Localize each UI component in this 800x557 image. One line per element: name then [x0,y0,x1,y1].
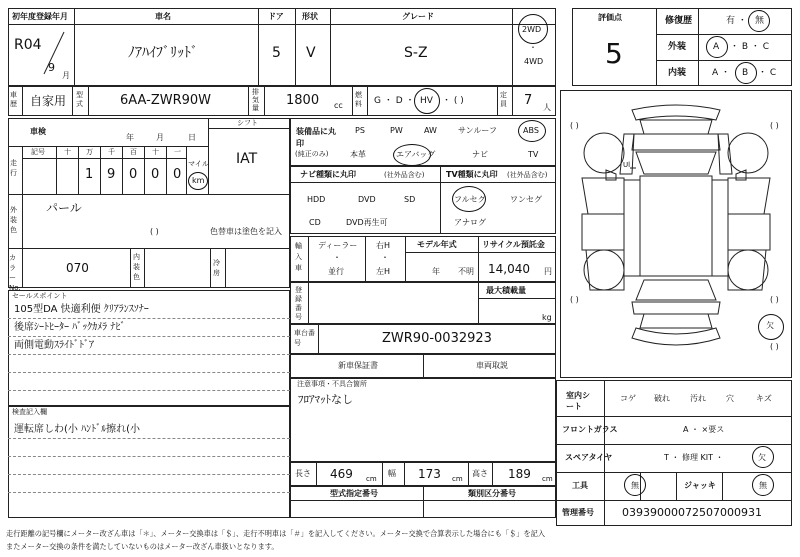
rating-label: 評価点 [598,13,622,22]
diagram-mm-5: ( ) [770,342,779,351]
displacement-unit: cc [334,101,343,110]
first-reg-label: 初年度登録年月 [12,12,68,21]
color-note: 色替車は塗色を記入 [210,227,282,236]
mileage-label: 走行 [10,159,17,177]
sales-line: 両側電動ｽﾗｲﾄﾞﾄﾞｱ [14,340,94,351]
fuel-options: G ・ D ・ [374,96,415,106]
shift-value: IAT [236,151,258,167]
notes-box [290,378,556,462]
diagram-missing: 欠 [766,321,774,330]
inspection-day-unit: 日 [188,133,196,142]
seat-item: 穴 [726,394,734,403]
mileage-mile-label: マイル [188,160,209,168]
drive-4wd: 4WD [524,57,544,66]
length-unit: cm [366,475,377,483]
drive-2wd: 2WD [522,25,542,34]
tv-oneseg: ワンセグ [510,195,542,204]
repair-label: 修復歴 [665,16,693,26]
diagram-mm-4: ( ) [770,295,779,304]
inspector-label: 検査記入欄 [12,408,47,416]
equipment-item: サンルーフ [458,126,497,135]
mileage-unit-0: 十 [64,148,71,156]
import-label: 輸入車 [295,242,302,272]
sales-label: セールスポイント [12,292,68,300]
color-label: 外装色 [10,206,17,234]
model-year-unknown: 不明 [458,267,474,276]
airbag-selected-circle [393,144,431,166]
usage-label: 車歴 [10,91,17,108]
model-designation-label: 型式指定番号 [330,489,378,498]
import-right-h: 右H [376,241,391,250]
recycle-yen: 円 [544,267,552,276]
width-label: 幅 [388,469,396,478]
tools-value: 無 [631,481,639,490]
exterior-options: ・ B ・ C [730,42,770,52]
management-value: 0393900007250700093​1 [622,506,762,519]
fuel-other: ・ ( ) [442,96,464,106]
navi-item: DVD [358,195,376,204]
navi-note: (社外品含む) [384,171,425,179]
mileage-digit-2: 9 [107,167,116,182]
length-label: 長さ [295,469,311,478]
mileage-digit-5: 0 [173,167,182,182]
seat-item: キズ [756,394,772,403]
width-unit: cm [452,475,463,483]
navi-item: SD [404,195,416,204]
chassis-value: ZWR90-0032923 [382,331,492,346]
import-dot-1: ・ [333,253,341,262]
inspector-box [8,406,290,518]
management-label: 管理番号 [562,508,594,517]
windshield-label: フロントガラス [562,425,618,434]
tv-fullseg: フルセグ [454,195,486,204]
height-value: 189 [508,467,531,481]
repair-options: 有 ・ [726,16,747,26]
mileage-symbol-label: 記号 [31,148,45,156]
model-label: 型式 [76,91,83,108]
shape-label: 形状 [302,12,318,21]
height-unit: cm [542,475,553,483]
registration-label: 登録番号 [295,286,302,321]
equipment-label: 装備品に丸印 [296,127,336,148]
navi-item: HDD [307,195,326,204]
capacity-unit: 人 [543,103,551,112]
row2-table [8,86,556,116]
tv-analog: アナログ [454,218,486,227]
class-number-label: 類別区分番号 [468,489,516,498]
grade-value: S-Z [404,45,428,61]
import-left-h: 左H [376,267,391,276]
inspection-month-unit: 月 [156,133,164,142]
model-year-label: モデル年式 [417,240,457,249]
import-dot-2: ・ [381,253,389,262]
diagram-mm-1: ( ) [570,121,579,130]
mileage-unit-2: 千 [108,148,115,156]
mileage-digit-4: 0 [151,167,160,182]
footer-line2: またメーター交換の条件を満たしていないものはメーター改ざん車扱いとなります。 [6,542,279,551]
max-load-unit: kg [542,313,552,322]
color-value: パール [46,201,82,215]
equipment-item: ナビ [472,150,488,159]
new-warranty: 新車保証書 [338,361,378,370]
jack-value: 無 [759,481,767,490]
seat-item: コゲ [620,394,636,403]
tv-note: (社外品含む) [507,171,548,179]
capacity-value: 7 [524,93,533,108]
mileage-unit-1: 万 [86,148,93,156]
model-value: 6AA-ZWR90W [120,93,212,108]
tools-label: 工具 [572,481,588,490]
interior-label: 内装 [668,68,687,78]
exterior-selected: A [713,42,720,52]
car-name-value: ﾉｱﾊｲﾌﾞﾘｯﾄﾞ [128,45,198,61]
sales-line: 後席ｼｰﾄﾋｰﾀｰ ﾊﾞｯｸｶﾒﾗ ﾅﾋﾞ [14,322,126,333]
tv-label: TV種類に丸印 [446,170,498,179]
inspection-year-unit: 年 [126,133,134,142]
equipment-note: (純正のみ) [295,150,329,158]
equipment-item: PS [355,126,365,135]
import-parallel: 並行 [328,267,344,276]
vehicle-manual: 車両取説 [476,361,508,370]
exterior-label: 外装 [668,42,687,52]
interior-color-label: 内装色 [133,253,140,281]
grade-label: グレード [402,12,434,21]
spare-selected: 欠 [758,453,766,462]
windshield-options: A ・ ×要ス [683,425,725,434]
door-value: 5 [272,45,281,61]
jack-label: ジャッキ [684,481,716,490]
seat-item: 破れ [654,394,670,403]
car-name-label: 車名 [155,12,171,21]
mileage-digit-1: 1 [85,167,94,182]
diagram-mm-2: ( ) [770,121,779,130]
color-paren: ( ) [150,227,159,236]
spare-label: スペアタイヤ [565,453,613,462]
inspection-label: 車検 [30,127,46,136]
equipment-item: AW [424,126,437,135]
mileage-km-label: km [192,176,205,185]
navi-item: CD [309,218,321,227]
fuel-selected: HV [420,96,433,106]
mileage-digit-3: 0 [129,167,138,182]
model-year-unit: 年 [432,267,440,276]
usage-value: 自家用 [30,94,67,108]
displacement-label: 排気量 [252,88,259,112]
color-no-label: カラーNo. [9,254,21,292]
navi-item: DVD再生可 [346,218,388,227]
shape-value: V [306,45,316,61]
inspector-line: 運転席しわ(小 ﾊﾝﾄﾞﾙ擦れ(小 [14,424,140,435]
vehicle-diagram [560,90,792,378]
import-dealer: ディーラー [318,241,358,250]
notes-value: ﾌﾛｱﾏｯﾄなし [298,393,353,406]
notes-label: 注意事項・不具合箇所 [297,380,367,388]
rating-value: 5 [605,37,623,70]
shift-label: シフト [237,119,258,127]
mileage-unit-4: 十 [152,148,159,156]
diagram-mm-3: ( ) [570,295,579,304]
recycle-label: リサイクル預託金 [482,240,545,249]
recycle-value: 14,040 [488,262,530,276]
navi-label: ナビ種類に丸印 [300,170,356,179]
chassis-label: 車台番号 [294,329,315,347]
ac-label: 冷房 [213,259,220,277]
diagram-u1-mark: Ul [623,161,631,169]
spare-options: T ・ 修理 KIT ・ [664,453,724,462]
first-reg-month-unit: 月 [62,71,70,80]
first-reg-era: R04 [14,37,42,53]
width-value: 173 [418,467,441,481]
sales-line: 105型DA 快適利便 ｸﾘｱﾗﾝｽｿﾅｰ [14,304,149,315]
seat-item: 汚れ [690,394,706,403]
interior-c: ・ C [758,68,777,78]
mileage-unit-3: 百 [130,148,137,156]
mileage-unit-5: 一 [174,148,181,156]
length-value: 469 [330,467,353,481]
height-label: 高さ [472,469,488,478]
max-load-label: 最大積載量 [486,286,526,295]
interior-a: A ・ [712,68,731,78]
door-label: ドア [268,12,284,21]
equipment-item: エアバッグ [396,150,436,159]
repair-selected: 無 [755,16,765,26]
displacement-value: 1800 [286,93,320,108]
equipment-item: PW [390,126,403,135]
interior-selected: B [742,68,749,78]
equipment-item: 本革 [350,150,366,159]
first-reg-month: 9 [48,61,55,74]
capacity-label: 定員 [500,91,507,108]
footer-line1: 走行距離の記号欄にメーター改ざん車は「＊」、メーター交換車は「＄」、走行不明車は「＃」を記入してください。メーター交換で合算表示した場合にも「＄」を記入 [6,529,546,538]
drive-dot: ・ [529,43,537,52]
equipment-item: TV [528,150,539,159]
equipment-abs: ABS [523,126,539,135]
seat-label: 室内シート [566,391,590,411]
fuel-label: 燃料 [355,91,362,108]
color-no-value: 070 [66,261,89,275]
